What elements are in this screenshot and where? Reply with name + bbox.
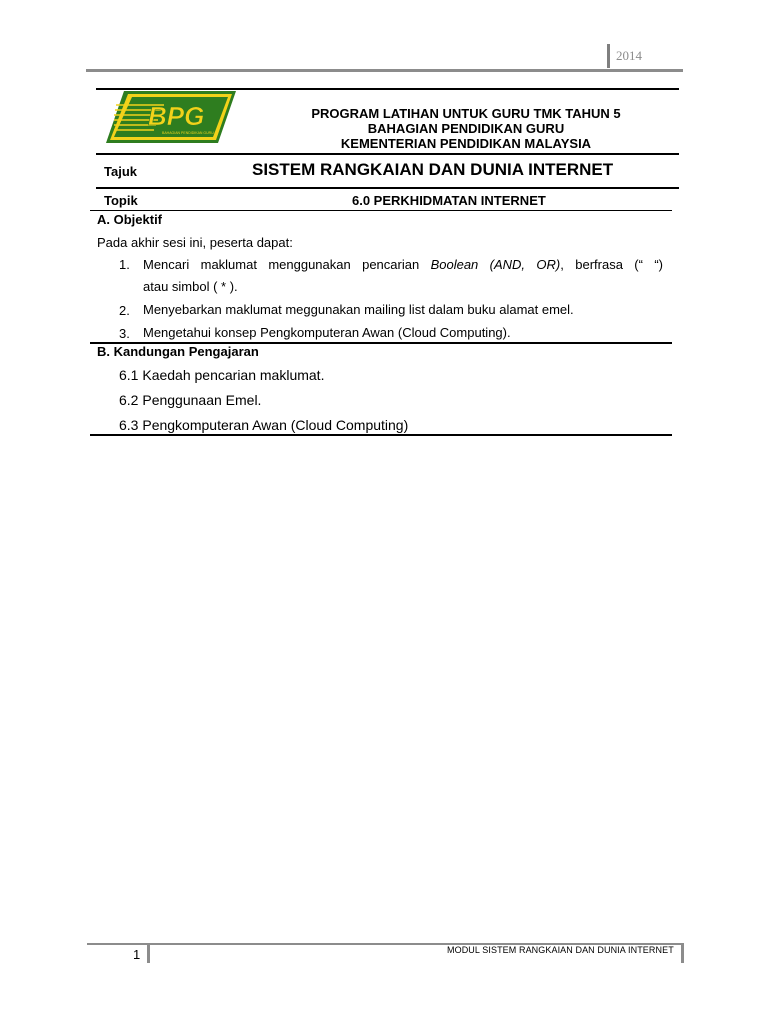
list-item: Menyebarkan maklumat meggunakan mailing list dalam buku alamat emel. (143, 302, 574, 317)
tajuk-label: Tajuk (104, 164, 137, 179)
list-item: Mengetahui konsep Pengkomputeran Awan (Cloud Computing). (143, 325, 511, 340)
logo-text: BPG (148, 101, 205, 131)
list-item (143, 254, 663, 276)
content-item: 6.1 Kaedah pencarian maklumat. (119, 367, 325, 383)
list-item-continuation: atau simbol ( * ). (143, 279, 238, 294)
list-number: 1. (119, 257, 130, 272)
page-number: 1 (133, 947, 141, 962)
list-number: 3. (119, 326, 130, 341)
content-item: 6.3 Pengkomputeran Awan (Cloud Computing) (119, 417, 409, 433)
program-line-1: PROGRAM LATIHAN UNTUK GURU TMK TAHUN 5 (311, 106, 621, 121)
list-number: 2. (119, 303, 130, 318)
footer-title: MODUL SISTEM RANGKAIAN DAN DUNIA INTERNET (447, 945, 674, 955)
table-bottom-border (90, 434, 672, 436)
footer-divider (147, 945, 150, 963)
table-rule (90, 210, 672, 211)
section-b-title: B. Kandungan Pengajaran (97, 344, 259, 359)
tajuk-value: SISTEM RANGKAIAN DAN DUNIA INTERNET (252, 160, 614, 179)
section-a-title: A. Objektif (97, 212, 163, 227)
topik-label: Topik (104, 193, 138, 208)
objective-intro: Pada akhir sesi ini, peserta dapat: (97, 235, 293, 250)
logo-small-text: BAHAGIAN PENDIDIKAN GURU (162, 131, 214, 135)
table-rule (96, 153, 679, 155)
content-item: 6.2 Penggunaan Emel. (119, 392, 262, 408)
table-rule (96, 187, 679, 189)
bpg-logo (104, 89, 236, 145)
program-header (290, 106, 642, 151)
header-divider (607, 44, 610, 68)
footer-divider (681, 945, 684, 963)
list-item-text: , berfrasa (“ “) (560, 257, 663, 272)
topik-value: 6.0 PERKHIDMATAN INTERNET (352, 193, 546, 208)
program-line-2: BAHAGIAN PENDIDIKAN GURU (367, 121, 565, 136)
list-item-emphasis: Boolean (AND, OR) (430, 257, 561, 272)
year-label: 2014 (616, 48, 642, 63)
header-rule (86, 69, 683, 72)
list-item-text: Mencari maklumat menggunakan pencarian (143, 257, 431, 272)
program-line-3: KEMENTERIAN PENDIDIKAN MALAYSIA (340, 136, 592, 151)
